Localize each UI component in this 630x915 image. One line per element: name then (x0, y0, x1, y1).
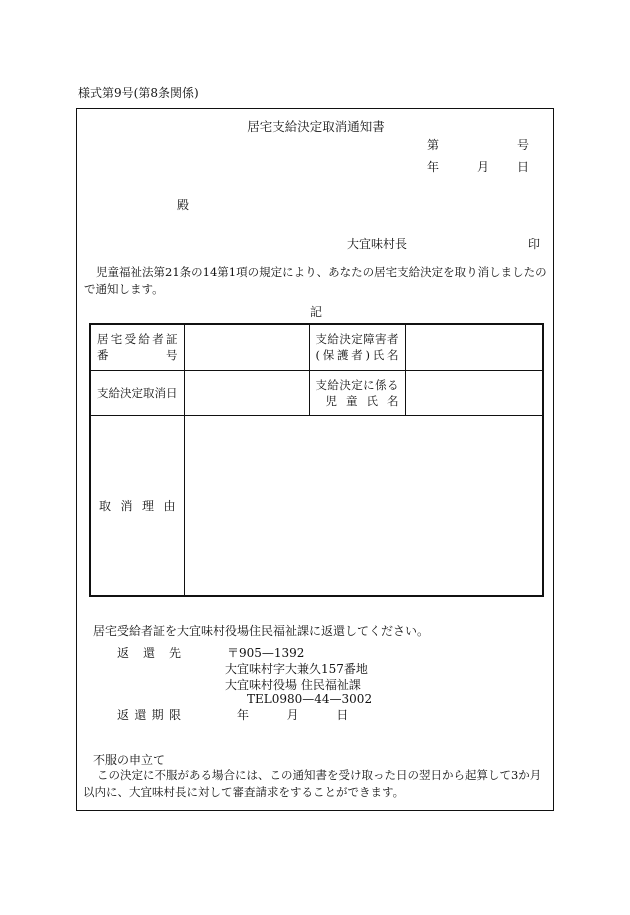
return-office: 大宜味村役場 住民福祉課 (225, 678, 361, 692)
child-name-label (309, 370, 405, 415)
return-postal: 〒905—1392 (227, 646, 305, 660)
child-name-label-line1: 支給決定に係る (315, 377, 399, 392)
reason-value (184, 415, 543, 596)
number-dai: 第 (427, 138, 440, 152)
return-deadline-label (117, 706, 181, 723)
details-table (89, 323, 544, 597)
notice-frame (76, 108, 554, 811)
issuer-name: 大宜味村長 (347, 237, 408, 251)
appeal-text: この決定に不服がある場合には、この通知書を受け取った日の翌日から起算して3か月以内に、大宜味村長に対して審査請求をすることができます。 (83, 768, 542, 799)
return-address: 大宜味村字大兼久157番地 (225, 662, 368, 676)
document-title: 居宅支給決定取消通知書 (247, 119, 385, 134)
number-gou: 号 (517, 138, 530, 152)
return-tel: TEL0980—44—3002 (247, 692, 373, 706)
date-month: 月 (477, 160, 490, 174)
cert-number-label-line1: 居宅受給者証 (97, 332, 178, 347)
return-deadline-date (237, 706, 348, 723)
deadline-year: 年 (237, 708, 250, 722)
table-row (90, 324, 543, 370)
ki-mark: 記 (309, 305, 322, 319)
disabled-person-value (405, 324, 543, 370)
cert-number-value (184, 324, 309, 370)
return-destination-label-text: 返還先 (117, 646, 181, 660)
form-number-label: 様式第9号(第8条関係) (78, 86, 199, 100)
disabled-person-label-line1: 支給決定障害者 (315, 332, 399, 347)
return-deadline-label-text: 返還期限 (117, 708, 181, 722)
date-year: 年 (427, 160, 440, 174)
date-day: 日 (517, 160, 530, 174)
disabled-person-label-line2: (保護者)氏名 (315, 348, 399, 363)
cancel-date-label-text: 支給決定取消日 (97, 385, 178, 400)
child-name-value (405, 370, 543, 415)
return-note: 居宅受給者証を大宜味村役場住民福祉課に返還してください。 (93, 624, 430, 638)
cert-number-label (90, 324, 184, 370)
cancel-date-value (184, 370, 309, 415)
child-name-label-line2: 児童氏名 (325, 393, 399, 408)
appeal-title: 不服の申立て (93, 753, 166, 767)
reason-label: 取消理由 (90, 415, 184, 596)
return-destination-label (117, 644, 181, 661)
notice-body: 児童福祉法第21条の14第1項の規定により、あなたの居宅支給決定を取り消しましたので通知します。 (84, 265, 547, 296)
cancel-date-label (90, 370, 184, 415)
addressee-suffix: 殿 (177, 198, 190, 212)
disabled-person-label (309, 324, 405, 370)
seal-mark: 印 (528, 237, 541, 251)
cert-number-label-line2: 番号 (97, 348, 178, 363)
table-row (90, 370, 543, 415)
table-row (90, 415, 543, 596)
deadline-month: 月 (286, 708, 299, 722)
deadline-day: 日 (336, 708, 349, 722)
